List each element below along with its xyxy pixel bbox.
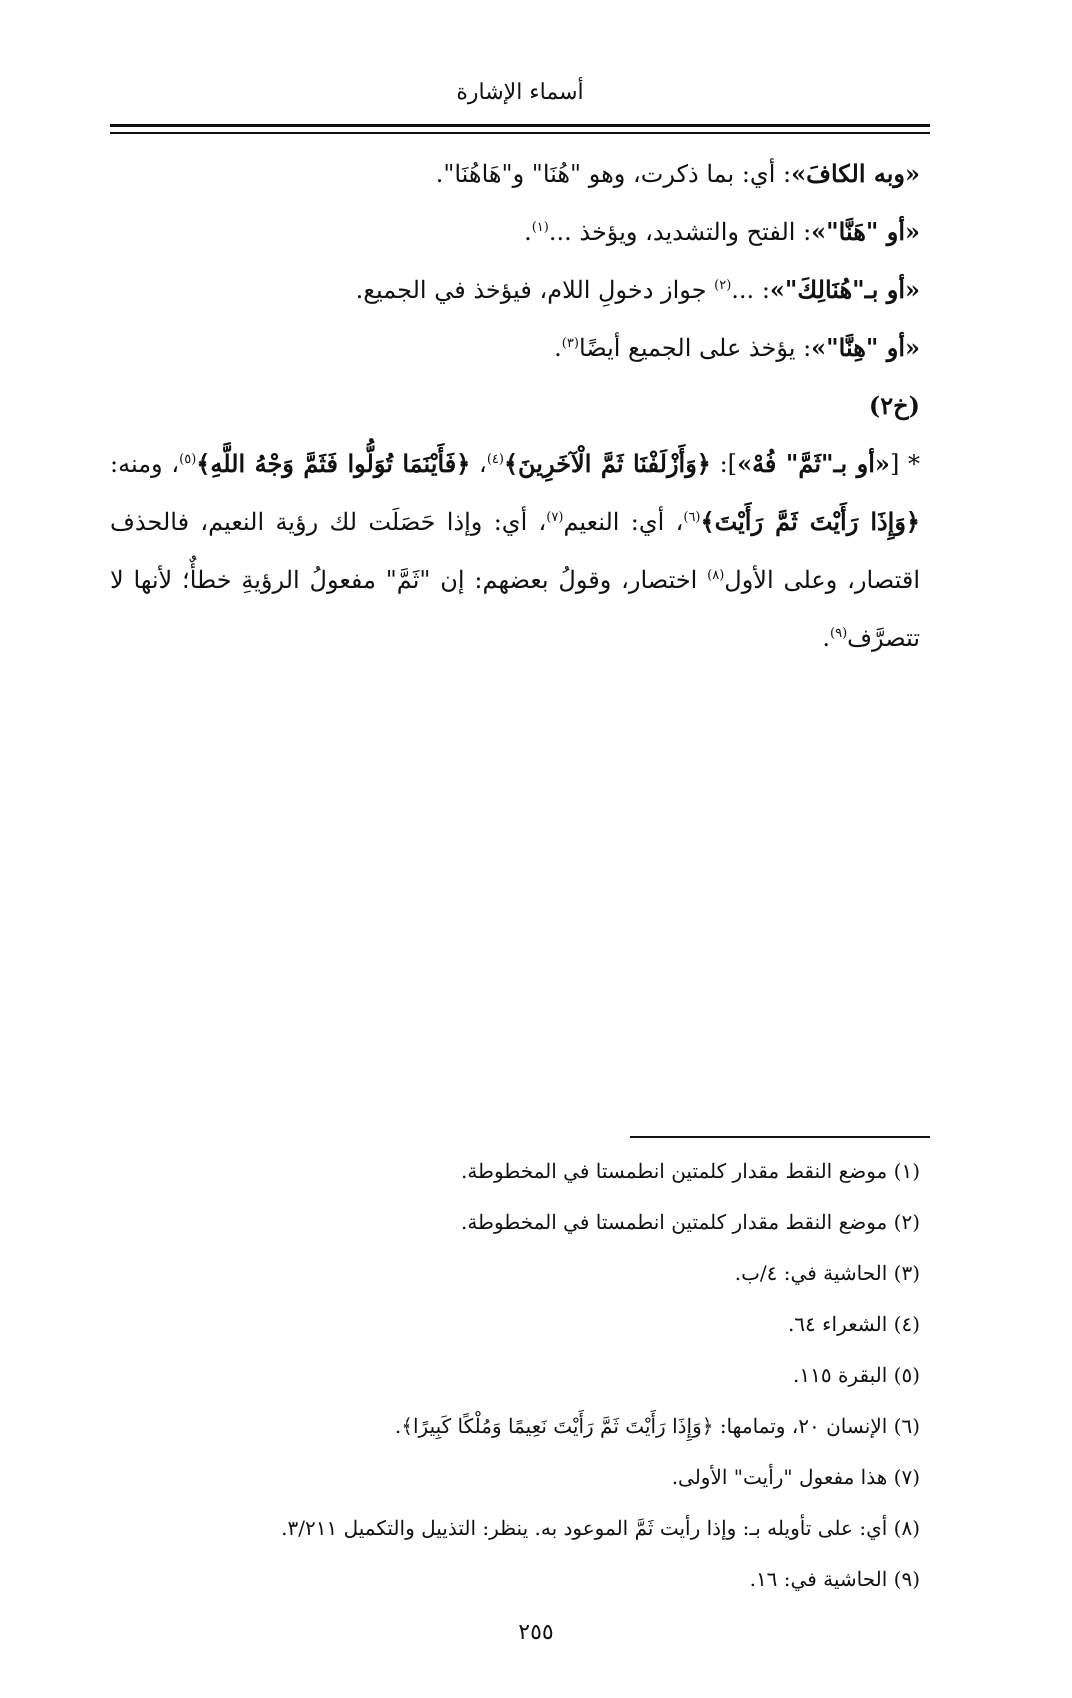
section-heading: (خ٢): [868, 391, 920, 420]
paragraph-text: ، أي: النعيم: [563, 508, 684, 536]
bullet-lead: * [: [889, 450, 921, 478]
paragraph-text: : ...: [731, 276, 770, 304]
footnote-item: (١) موضع النقط مقدار كلمتين انطمستا في المخطوطة.: [460, 1159, 920, 1183]
paragraph-text: ، ومنه:: [110, 450, 180, 478]
separator: ،: [470, 450, 487, 478]
paragraph-5: [110, 435, 930, 667]
paragraph-end: .: [554, 334, 562, 362]
paragraph-text: جواز دخولِ اللام، فيؤخذ في الجميع.: [355, 276, 715, 304]
quran-quote: ﴿وَأَزْلَفْنَا ثَمَّ الْآخَرِينَ﴾: [503, 449, 711, 478]
entry-term: «أو "هَنَّا"»: [811, 217, 920, 246]
header-rule-thick: [110, 124, 930, 127]
paragraph-text: اختصار، وقولُ بعضهم: إن "ثَمَّ" مفعولُ الرؤيةِ خطأٌ؛ لأنها لا تتصرَّف: [110, 566, 920, 652]
paragraph-text: : أي: بما ذكرت، وهو "هُنَا" و"هَاهُنَا".: [435, 160, 792, 188]
footnote-ref[interactable]: (٩): [830, 626, 848, 641]
footnote-ref[interactable]: (١): [531, 220, 549, 235]
quran-quote: ﴿وَإِذَا رَأَيْتَ ثَمَّ رَأَيْتَ﴾: [700, 507, 920, 536]
footnote-ref[interactable]: (٧): [546, 510, 564, 525]
paragraph-4: [110, 319, 930, 377]
footnote-ref[interactable]: (٤): [486, 452, 504, 467]
paragraph-3: [110, 261, 930, 319]
footnotes: [110, 1146, 930, 1605]
footnote-ref[interactable]: (٨): [707, 568, 725, 583]
footnote-item: (٧) هذا مفعول "رأيت" الأولى.: [671, 1465, 920, 1489]
paragraph-text: ]:: [710, 450, 738, 478]
footnote-item: (٣) الحاشية في: ٤/ب.: [734, 1261, 920, 1285]
footnote-item: (٦) الإنسان ٢٠، وتمامها: ﴿وَإِذَا رَأَيْتَ ثَمَّ رَأَيْتَ نَعِيمًا وَمُلْكًا كَبِيرًا﴾.: [394, 1414, 920, 1438]
footnote-item: (٤) الشعراء ٦٤.: [787, 1312, 920, 1336]
footnote-ref[interactable]: (٦): [683, 510, 701, 525]
paragraph-2: [110, 203, 930, 261]
footnote-item: (٥) البقرة ١١٥.: [793, 1363, 920, 1387]
main-text: [110, 145, 930, 667]
paragraph-text: ، أي: وإذا حَصَلَت لك رؤية النعيم، فالحذف اقتصار، وعلى الأول: [110, 508, 920, 594]
entry-term: «أو بـ"هُنَالِكَ"»: [769, 275, 920, 304]
footnote-ref[interactable]: (٢): [714, 278, 732, 293]
running-title: أسماء الإشارة: [456, 80, 584, 105]
entry-term: «وبه الكافَ»: [791, 159, 920, 188]
footnote-item: (٨) أي: على تأويله بـ: وإذا رأيت ثَمَّ الموعود به. ينظر: التذييل والتكميل ٣/٢١١.: [281, 1516, 920, 1540]
footnote-item: (٢) موضع النقط مقدار كلمتين انطمستا في المخطوطة.: [460, 1210, 920, 1234]
paragraph-end: .: [524, 218, 532, 246]
paragraph-1: [110, 145, 930, 203]
paragraph-text: : الفتح والتشديد، ويؤخذ ...: [548, 218, 812, 246]
paragraph-text: : يؤخذ على الجميع أيضًا: [578, 334, 812, 362]
footnote-separator: [630, 1136, 930, 1138]
footnote-item: (٩) الحاشية في: ١٦.: [749, 1567, 920, 1591]
footnote-ref[interactable]: (٥): [179, 452, 197, 467]
quran-quote: ﴿فَأَيْنَمَا تُوَلُّوا فَثَمَّ وَجْهُ اللَّهِ﴾: [196, 449, 471, 478]
entry-term: «أو بـ"ثَمَّ" فُهْ»: [737, 449, 890, 478]
entry-term: «أو "هِنَّا"»: [811, 333, 920, 362]
header-rule-thin: [110, 132, 930, 134]
paragraph-end: .: [822, 624, 830, 652]
footnote-ref[interactable]: (٣): [561, 336, 579, 351]
page-number: ٢٥٥: [518, 1620, 554, 1645]
